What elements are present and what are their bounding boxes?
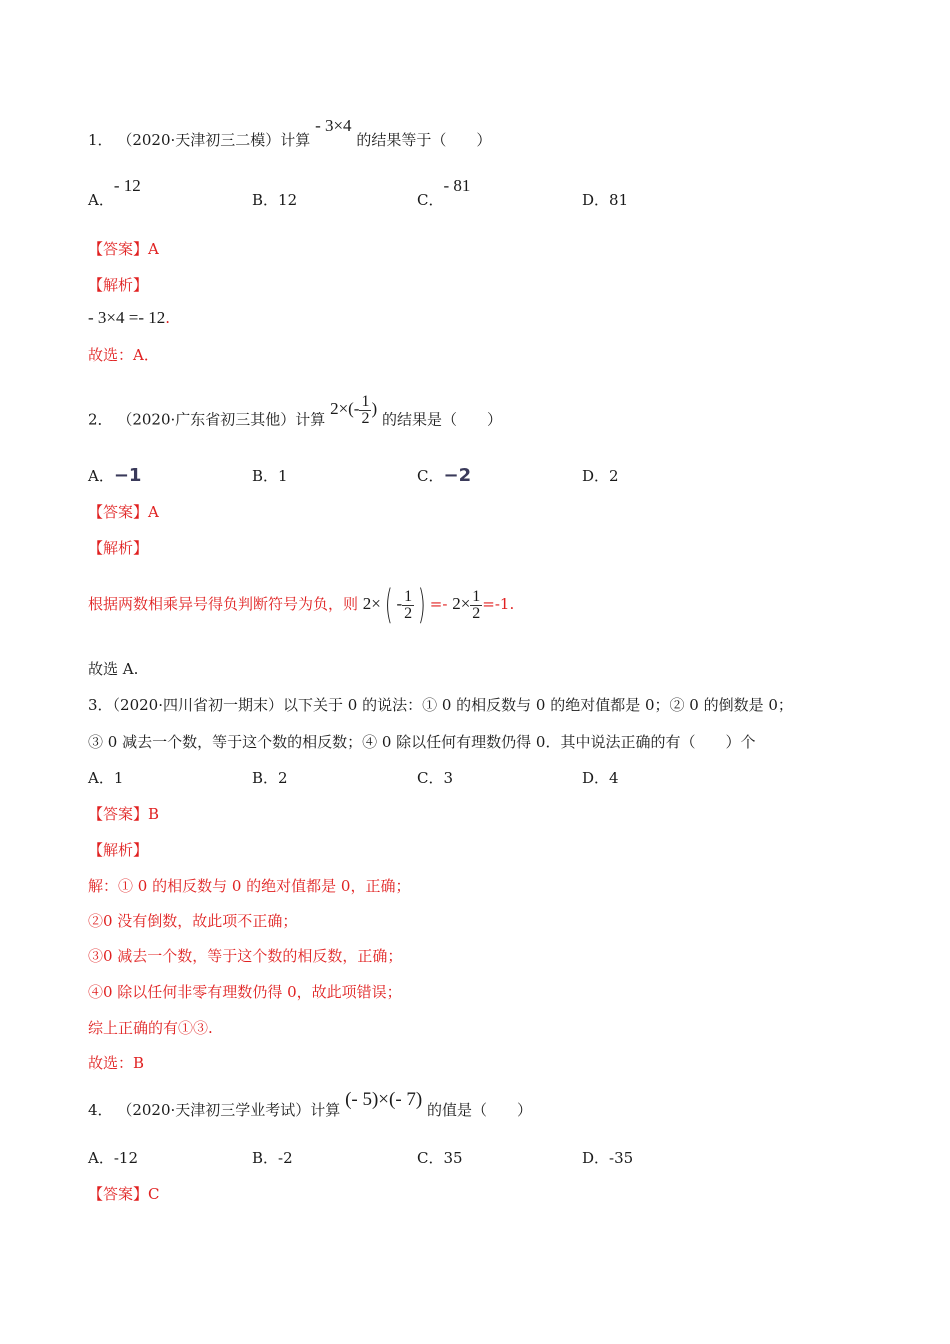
- q4-answer: 【答案】C: [88, 1185, 160, 1203]
- q2-tail: 的结果是（ ）: [381, 410, 502, 429]
- q2-conclusion: 故选 A.: [88, 660, 139, 678]
- q2-option-d: D．2: [582, 467, 619, 485]
- q1-analysis-tag: 【解析】: [88, 276, 149, 294]
- q2-analysis-tag: 【解析】: [88, 539, 149, 557]
- q4-option-d: D．-35: [582, 1149, 634, 1167]
- q3-stem-line2: ③ 0 减去一个数，等于这个数的相反数；④ 0 除以任何有理数仍得 0．其中说法正确的有（ ）个: [88, 733, 756, 751]
- q3-conclusion: 故选：B: [88, 1054, 145, 1072]
- q3-analysis-line: ③0 减去一个数，等于这个数的相反数，正确；: [88, 947, 403, 965]
- q4-tail: 的值是（ ）: [427, 1101, 533, 1119]
- q4-option-a: A．-12: [88, 1149, 138, 1167]
- q2-option-c: C．−2: [417, 465, 472, 486]
- q1-option-b: B．12: [252, 191, 298, 209]
- q3-stem-line1: 3．（2020·四川省初一期末）以下关于 0 的说法：① 0 的相反数与 0 的绝对值都是 0；② 0 的倒数是 0；: [88, 696, 793, 714]
- q1-option-a: A．- 12: [88, 176, 141, 209]
- q2-expression: 2×(- $\frac{1}{2}$ ): [330, 393, 378, 427]
- q3-number: 3．: [88, 696, 113, 714]
- q4-option-c: C．35: [417, 1149, 463, 1167]
- q1-expression: - 3×4: [315, 116, 352, 135]
- q1-number: 1．: [88, 131, 113, 149]
- q1-conclusion: 故选：A．: [88, 346, 159, 364]
- q1-answer: 【答案】A: [88, 240, 159, 258]
- q3-analysis-line: ④0 除以任何非零有理数仍得 0，故此项错误；: [88, 983, 402, 1001]
- q3-analysis-line: 解：① 0 的相反数与 0 的绝对值都是 0，正确；: [88, 877, 411, 895]
- q1-option-d: D．81: [582, 191, 629, 209]
- q4-stem: [88, 1089, 533, 1120]
- q2-stem: [88, 393, 502, 437]
- q3-option-d: D．4: [582, 769, 619, 787]
- q4-option-b: B．-2: [252, 1149, 293, 1167]
- q2-source: （2020·广东省初三其他）计算: [117, 410, 326, 429]
- q1-option-c: C．- 81: [417, 176, 471, 209]
- q4-number: 4．: [88, 1101, 113, 1119]
- q3-analysis-line: ②0 没有倒数，故此项不正确；: [88, 912, 298, 930]
- q1-tail: 的结果等于（ ）: [356, 131, 492, 149]
- q2-answer: 【答案】A: [88, 503, 159, 521]
- q3-analysis-line: 综上正确的有①③.: [88, 1019, 213, 1037]
- q1-stem: [88, 116, 492, 150]
- q1-source: （2020·天津初三二模）计算: [117, 131, 311, 149]
- q1-analysis-expression: - 3×4 =- 12.: [88, 308, 171, 327]
- q2-number: 2．: [88, 410, 113, 429]
- q2-analysis: 根据两数相乘异号得负判断符号为负，则 2×( - $\frac{1}{2}$ ) =- 2× $\frac{1}{2}$ =-1.: [88, 582, 515, 628]
- q3-analysis-tag: 【解析】: [88, 841, 149, 859]
- q2-option-a: A．−1: [88, 465, 142, 486]
- q3-answer: 【答案】B: [88, 805, 160, 823]
- q3-option-a: A．1: [88, 769, 124, 787]
- q4-expression: (- 5)×(- 7): [345, 1089, 423, 1110]
- q4-source: （2020·天津初三学业考试）计算: [117, 1101, 341, 1119]
- q2-option-b: B．1: [252, 467, 288, 485]
- q3-option-b: B．2: [252, 769, 288, 787]
- q3-option-c: C．3: [417, 769, 454, 787]
